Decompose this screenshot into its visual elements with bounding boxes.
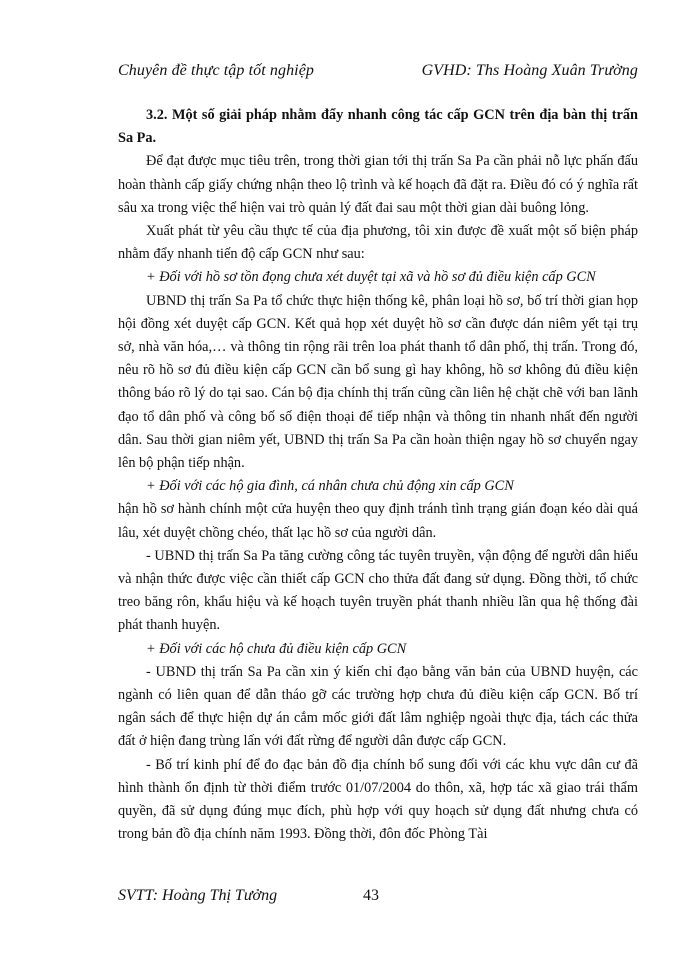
footer-student: SVTT: Hoàng Thị Tưởng <box>118 887 278 904</box>
subsection-title: + Đối với các hộ chưa đủ điều kiện cấp GCN <box>146 640 407 657</box>
section-heading: 3.2. Một số giải pháp nhằm đẩy nhanh công tác cấp GCN trên địa bàn thị trấn Sa Pa. <box>118 107 638 147</box>
subsection-title: + Đối với hồ sơ tồn đọng chưa xét duyệt tại xã và hồ sơ đủ điều kiện cấp GCN <box>146 269 596 286</box>
page-header <box>118 62 638 80</box>
paragraph: UBND thị trấn Sa Pa tổ chức thực hiện thống kê, phân loại hồ sơ, bố trí thời gian họp hội đồng xét duyệt cấp GCN. Kết quả họp xét duyệt hồ sơ cần được dán niêm yết tại trụ sở, nhà văn hóa,… và thông tin rộng rãi trên loa phát thanh tổ dân phố, thị trấn. Trong đó, nêu rõ hồ sơ đủ điều kiện cấp GCN cần bổ sung gì hay không, hồ sơ không đủ điều kiện thông báo rõ lý do tại sao. Cán bộ địa chính thị trấn cũng cần liên hệ chặt chẽ với ban lãnh đạo tổ dân phố và công bố số điện thoại để tiếp nhận và thông tin nhanh nhất đến người dân. Sau thời gian niêm yết, UBND thị trấn Sa Pa cần hoàn thiện ngay hồ sơ chuyển ngay lên bộ phận tiếp nhận. <box>118 292 638 472</box>
header-supervisor: GVHD: Ths Hoàng Xuân Trường <box>421 62 638 79</box>
subsection-title: + Đối với các hộ gia đình, cá nhân chưa chủ động xin cấp GCN <box>146 478 514 495</box>
paragraph: Để đạt được mục tiêu trên, trong thời gian tới thị trấn Sa Pa cần phải nỗ lực phấn đấu hoàn thành cấp giấy chứng nhận theo lộ trình và kế hoạch đã đặt ra. Điều đó có ý nghĩa rất sâu xa trong việc thể hiện vai trò quản lý đất đai sau một thời gian dài buông lỏng. <box>118 153 638 216</box>
page-content <box>118 104 638 847</box>
paragraph: - UBND thị trấn Sa Pa tăng cường công tác tuyên truyền, vận động để người dân hiểu và nhận thức được việc cần thiết cấp GCN cho thửa đất đang sử dụng. Đồng thời, tổ chức treo băng rôn, khẩu hiệu và kế hoạch tuyên truyền phát thanh nhiều lần qua hệ thống đài phát thanh huyện. <box>118 547 638 634</box>
paragraph: Xuất phát từ yêu cầu thực tế của địa phương, tôi xin được đề xuất một số biện pháp nhằm đẩy nhanh tiến độ cấp GCN như sau: <box>118 223 638 263</box>
page-number: 43 <box>363 887 379 904</box>
paragraph: - UBND thị trấn Sa Pa cần xin ý kiến chỉ đạo bằng văn bản của UBND huyện, các ngành có liên quan để dẫn tháo gỡ các trường hợp chưa đủ điều kiện cấp GCN. Bố trí ngân sách để thực hiện dự án cắm mốc giới đất lâm nghiệp ngoài thực địa, tách các thửa đất ở hiện đang trùng lấn với đất rừng để người dân được cấp GCN. <box>118 663 638 750</box>
paragraph: - Bố trí kinh phí để đo đạc bản đồ địa chính bổ sung đối với các khu vực dân cư đã hình thành ổn định từ thời điểm trước 01/07/2004 do thôn, xã, hợp tác xã giao trái thẩm quyền, đã sử dụng đúng mục đích, phù hợp với quy hoạch sử dụng đất nhưng chưa có trong bản đồ địa chính năm 1993. Đồng thời, đôn đốc Phòng Tài <box>118 756 638 843</box>
header-course-title: Chuyên đề thực tập tốt nghiệp <box>118 62 315 79</box>
page-footer <box>118 887 638 905</box>
paragraph: hận hồ sơ hành chính một cửa huyện theo quy định tránh tình trạng gián đoạn kéo dài quá lâu, xét duyệt chồng chéo, thất lạc hồ sơ của người dân. <box>118 501 638 541</box>
